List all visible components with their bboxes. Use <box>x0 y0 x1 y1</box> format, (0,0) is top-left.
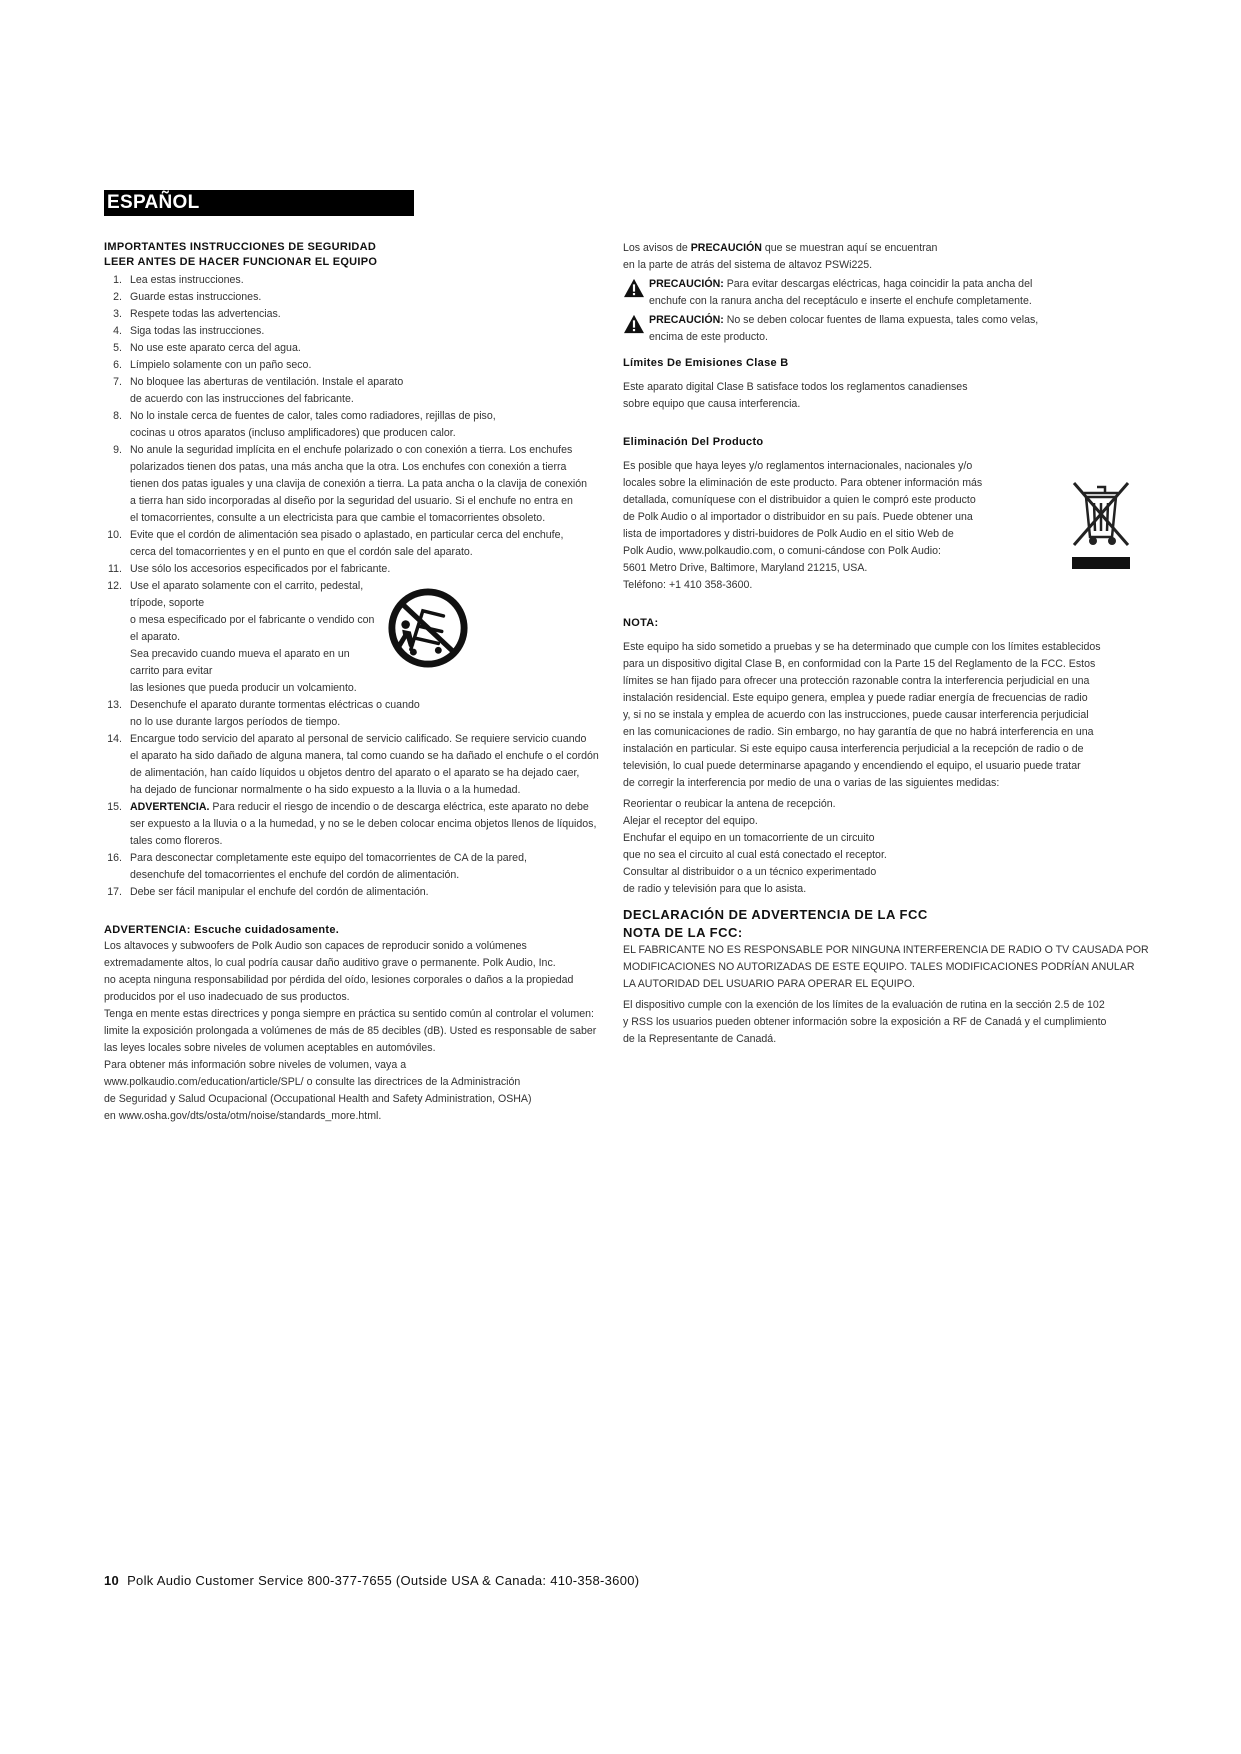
list-item: 15. ADVERTENCIA. Para reducir el riesgo de incendio o de descarga eléctrica, este aparato no debe ser expuesto a la lluvia o a la humedad, y no se le deben colocar encima objetos llenos de líquidos, tales como floreros. <box>107 801 597 847</box>
list-item: 7. No bloquee las aberturas de ventilación. Instale el aparato de acuerdo con las instrucciones del fabricante. <box>113 376 404 405</box>
page-number: 10 <box>104 1573 120 1588</box>
list-item: 10. Evite que el cordón de alimentación sea pisado o aplastado, en particular cerca del enchufe, cerca del tomacorrientes y en el punto en que el cordón sale del aparato. <box>107 529 564 558</box>
emissions-heading: Límites De Emisiones Clase B <box>623 357 789 369</box>
list-item: 4. Siga todas las instrucciones. <box>113 325 265 337</box>
list-item: 12. Use el aparato solamente con el carrito, pedestal, trípode, soporte o mesa especificado por el fabricante o vendido con el aparato. Sea precavido cuando mueva el aparato en un carrito para evitar las lesiones que pueda producir un volcamiento. <box>107 580 375 694</box>
list-item: 9. No anule la seguridad implícita en el enchufe polarizado o con conexión a tierra. Los enchufes polarizados tienen dos patas, una más ancha que la otra. Los enchufes con conexión a tierra tienen dos patas iguales y una clavija de conexión a tierra. La pata ancha o la clavija de conexión a tierra han sido incorporadas al diseño por la seguridad del usuario. Si el enchufe no entra en el tomacorrientes, consulte a un electricista para que cambie el tomacorrientes obsoleto. <box>113 444 588 524</box>
list-item: 16. Para desconectar completamente este equipo del tomacorrientes de CA de la pared, desenchufe del tomacorrientes el enchufe del cordón de alimentación. <box>107 852 527 881</box>
nota-heading: NOTA: <box>623 617 659 629</box>
listening-warning-paragraph-2: Tenga en mente estas directrices y ponga siempre en práctica su sentido común al controlar el volumen: limite la exposición prolongada a volúmenes de más de 85 decibles (dB). Usted es responsable de saber las leyes locales sobre niveles de volumen aceptables en automóviles. <box>104 1008 597 1054</box>
instructions-list <box>104 272 624 901</box>
footer-text: Polk Audio Customer Service 800-377-7655 (Outside USA & Canada: 410-358-3600) <box>127 1573 640 1588</box>
fcc-note-heading: NOTA DE LA FCC: <box>623 925 743 940</box>
safety-subheading: LEER ANTES DE HACER FUNCIONAR EL EQUIPO <box>104 256 378 268</box>
caution-intro: Los avisos de PRECAUCIÓN que se muestran aquí se encuentran en la parte de atrás del sistema de altavoz PSWi225. <box>623 242 938 271</box>
warning-triangle-icon <box>623 314 645 334</box>
list-item: 17. Debe ser fácil manipular el enchufe del cordón de alimentación. <box>107 886 429 898</box>
left-column <box>104 240 624 1125</box>
list-item: 8. No lo instale cerca de fuentes de calor, tales como radiadores, rejillas de piso, cocinas u otros aparatos (incluso amplificadores) que producen calor. <box>113 410 496 439</box>
caution-shock: PRECAUCIÓN: Para evitar descargas eléctricas, haga coincidir la pata ancha del enchufe con la ranura ancha del receptáculo e inserte el enchufe completamente. <box>623 276 1173 310</box>
list-item: 1. Lea estas instrucciones. <box>113 274 244 286</box>
warning-triangle-icon <box>623 278 645 298</box>
disposal-text: Es posible que haya leyes y/o reglamentos internacionales, nacionales y/o locales sobre la eliminación de este producto. Para obtener información más detallada, comuníquese con el distribuidor a quien le compró este producto de Polk Audio o al importador o distribuidor en su país. Puede obtener una lista de importadores y distri-buidores de Polk Audio en el sitio Web de Polk Audio, www.polkaudio.com, o comuni-cándose con Polk Audio: 5601 Metro Drive, Baltimore, Maryland 21215, USA. Teléfono: +1 410 358-3600. <box>623 460 983 591</box>
nota-text: Este equipo ha sido sometido a pruebas y se ha determinado que cumple con los límites establecidos para un dispositivo digital Clase B, en conformidad con la Parte 15 del Reglamento de la FCC. Estos límites se han fijado para ofrecer una protección razonable contra la interferencia perjudicial en una instalación residencial. Este equipo genera, emplea y puede radiar energía de frecuencias de radio y, si no se instala y emplea de acuerdo con las instrucciones, puede causar interferencia perjudicial en las comunicaciones de radio. Sin embargo, no hay garantía de que no habrá interferencia en una instalación en particular. Si este equipo causa interferencia perjudicial a la recepción de radio o de televisión, lo cual puede determinarse apagando y encendiendo el equipo, el usuario puede tratar de corregir la interferencia por medio de una o varias de las siguientes medidas: <box>623 641 1101 789</box>
list-item: 2. Guarde estas instrucciones. <box>113 291 262 303</box>
caution-flame: PRECAUCIÓN: No se deben colocar fuentes de llama expuesta, tales como velas, encima de este producto. <box>623 312 1173 346</box>
fcc-warning-heading: DECLARACIÓN DE ADVERTENCIA DE LA FCC <box>623 907 928 922</box>
listening-warning-paragraph-3: Para obtener más información sobre niveles de volumen, vaya a www.polkaudio.com/education/article/SPL/ o consulte las directrices de la Administración de Seguridad y Salud Ocupacional (Occupational Health and Safety Administration, OSHA) en www.osha.gov/dts/osta/otm/noise/standards_more.html. <box>104 1059 532 1122</box>
fcc-text: EL FABRICANTE NO ES RESPONSABLE POR NINGUNA INTERFERENCIA DE RADIO O TV CAUSADA POR MODIFICACIONES NO AUTORIZADAS DE ESTE EQUIPO. TALES MODIFICACIONES PODRÍAN ANULAR LA AUTORIDAD DEL USUARIO PARA OPERAR EL EQUIPO. <box>623 944 1149 990</box>
list-item: 13. Desenchufe el aparato durante tormentas eléctricas o cuando no lo use durante largos períodos de tiempo. <box>107 699 420 728</box>
disposal-heading: Eliminación Del Producto <box>623 436 764 448</box>
list-item: 11. Use sólo los accesorios especificados por el fabricante. <box>108 563 391 575</box>
rss-text: El dispositivo cumple con la exención de los límites de la evaluación de rutina en la sección 2.5 de 102 y RSS los usuarios pueden obtener información sobre la exposición a RF de Canadá y el cumplimiento de la Representante de Canadá. <box>623 999 1107 1045</box>
emissions-text: Este aparato digital Clase B satisface todos los reglamentos canadienses sobre equipo que causa interferencia. <box>623 381 968 410</box>
crossed-out-wheelie-bin-icon <box>1068 475 1134 571</box>
safety-heading: IMPORTANTES INSTRUCCIONES DE SEGURIDAD <box>104 241 377 253</box>
page-footer <box>104 1573 639 1588</box>
list-item: 3. Respete todas las advertencias. <box>113 308 281 320</box>
right-column <box>623 240 1173 1048</box>
advertencia-label: ADVERTENCIA. <box>130 801 210 813</box>
list-item: 14. Encargue todo servicio del aparato al personal de servicio calificado. Se requiere servicio cuando el aparato ha sido dañado de alguna manera, tal como cuando se ha dañado el enchufe o el cordón de alimentación, han caído líquidos u objetos dentro del aparato o el aparato se ha dejado caer, ha dejado de funcionar normalmente o ha sido expuesto a la lluvia o a la humedad. <box>107 733 599 796</box>
listening-warning-paragraph-1: Los altavoces y subwoofers de Polk Audio son capaces de reproducir sonido a volúmenes extremadamente altos, lo cual podría causar daño auditivo grave o permanente. Polk Audio, Inc. no acepta ninguna responsabilidad por pérdida del oído, lesiones corporales o daños a la propiedad producidos por el uso inadecuado de sus productos. <box>104 940 574 1003</box>
language-title: ESPAÑOL <box>104 190 414 216</box>
list-item: 6. Límpielo solamente con un paño seco. <box>113 359 312 371</box>
cart-tip-over-icon <box>385 585 471 671</box>
measures-text: Reorientar o reubicar la antena de recepción. Alejar el receptor del equipo. Enchufar el equipo en un tomacorriente de un circuito que no sea el circuito al cual está conectado el receptor. Consultar al distribuidor o a un técnico experimentado de radio y televisión para que lo asista. <box>623 798 887 895</box>
listening-warning-heading: ADVERTENCIA: Escuche cuidadosamente. <box>104 924 340 936</box>
list-item: 5. No use este aparato cerca del agua. <box>113 342 301 354</box>
